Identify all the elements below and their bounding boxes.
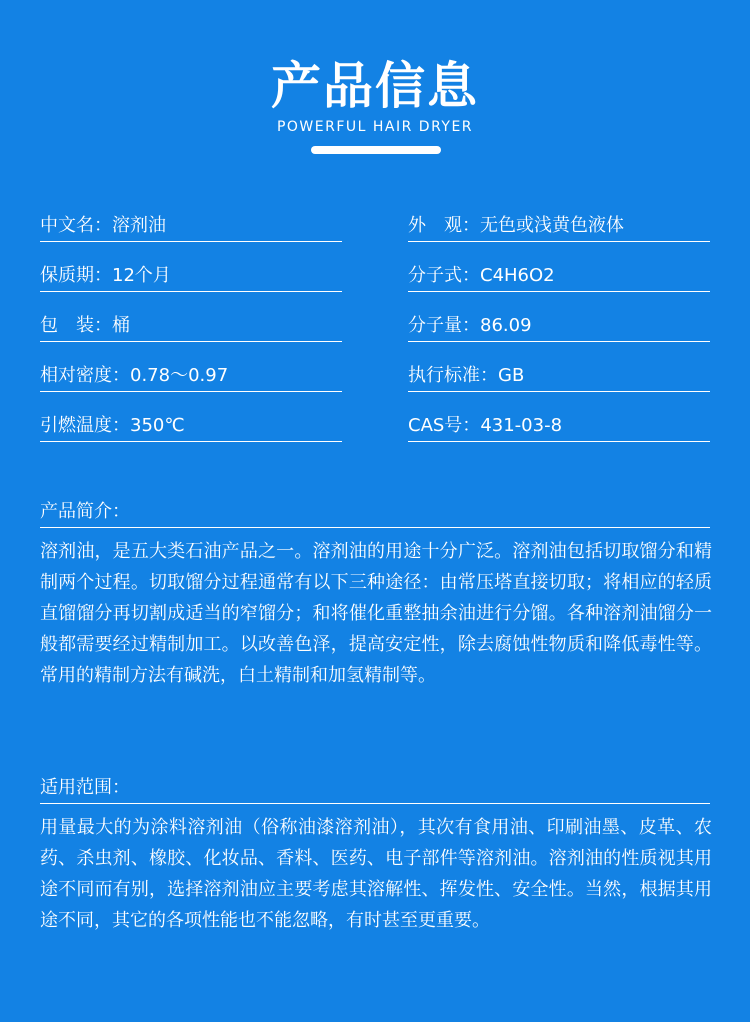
page-title: 产品信息: [271, 57, 479, 115]
spec-row-molecular-weight: [408, 311, 710, 342]
spec-label: 包 装：: [40, 315, 112, 336]
spec-row-ignition-temp: [40, 411, 342, 442]
spec-row-cas: [408, 411, 710, 442]
spec-row-relative-density: [40, 361, 342, 392]
spec-value: 12个月: [112, 265, 171, 286]
spec-value: 无色或浅黄色液体: [480, 215, 624, 236]
spec-label: 中文名：: [40, 215, 112, 236]
spec-label: 保质期：: [40, 265, 112, 286]
spec-value: C4H6O2: [480, 265, 555, 286]
spec-value: 350℃: [130, 415, 185, 436]
spec-label: 分子式：: [408, 265, 480, 286]
title-underline-bar: [311, 146, 441, 154]
spec-label: 引燃温度：: [40, 415, 130, 436]
spec-value: 0.78～0.97: [130, 365, 229, 386]
spec-value: 431-03-8: [480, 415, 563, 436]
page-subtitle: POWERFUL HAIR DRYER: [276, 119, 474, 135]
spec-label: 相对密度：: [40, 365, 130, 386]
spec-row-chinese-name: [40, 211, 342, 242]
spec-row-formula: [408, 261, 710, 292]
spec-row-shelf-life: [40, 261, 342, 292]
spec-row-appearance: [408, 211, 710, 242]
spec-label: CAS号：: [408, 415, 481, 436]
spec-value: 溶剂油: [112, 215, 166, 236]
spec-label: 分子量：: [408, 315, 480, 336]
spec-value: GB: [498, 365, 525, 386]
usage-heading: 适用范围：: [40, 773, 710, 804]
spec-value: 86.09: [480, 315, 532, 336]
intro-paragraph: 溶剂油，是五大类石油产品之一。溶剂油的用途十分广泛。溶剂油包括切取馏分和精制两个过程。切取馏分过程通常有以下三种途径：由常压塔直接切取；将相应的轻质直馏馏分再切割成适当的窄馏分；和将催化重整抽余油进行分馏。各种溶剂油馏分一般都需要经过精制加工。以改善色泽，提高安定性，除去腐蚀性物质和降低毒性等。常用的精制方法有碱洗，白土精制和加氢精制等。: [40, 541, 712, 686]
intro-heading: 产品简介：: [40, 497, 710, 528]
usage-paragraph: 用量最大的为涂料溶剂油（俗称油漆溶剂油），其次有食用油、印刷油墨、皮革、农药、杀虫剂、橡胶、化妆品、香料、医药、电子部件等溶剂油。溶剂油的性质视其用途不同而有别，选择溶剂油应主要考虑其溶解性、挥发性、安全性。当然，根据其用途不同，其它的各项性能也不能忽略，有时甚至更重要。: [40, 817, 712, 931]
spec-row-packaging: [40, 311, 342, 342]
spec-value: 桶: [112, 315, 130, 336]
spec-label: 外 观：: [408, 215, 480, 236]
spec-row-standard: [408, 361, 710, 392]
spec-label: 执行标准：: [408, 365, 498, 386]
